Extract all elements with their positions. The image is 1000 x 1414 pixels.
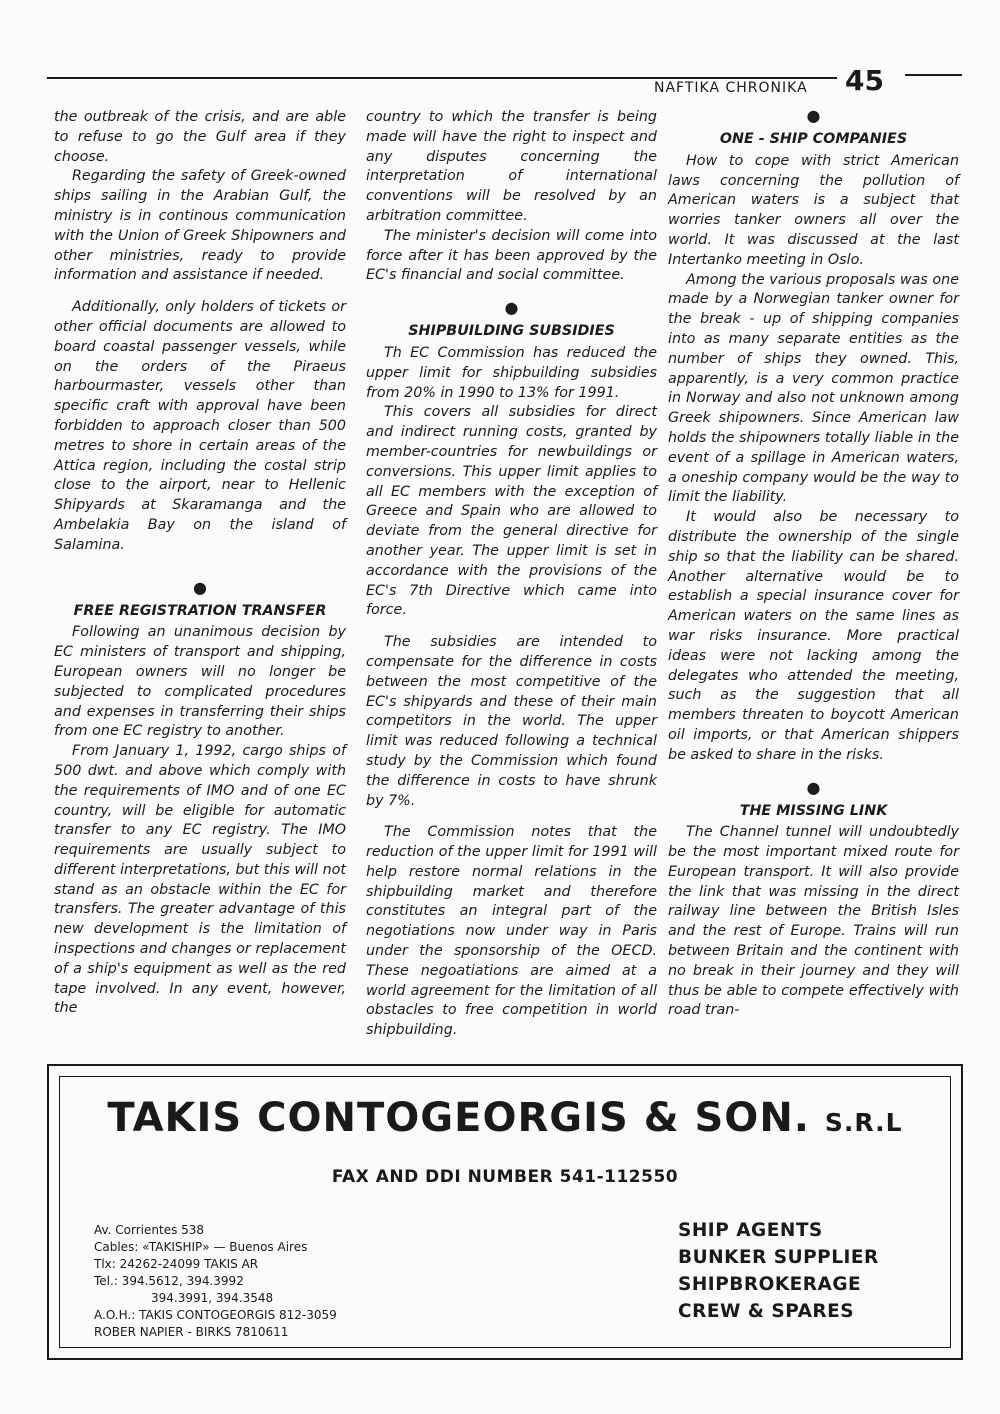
paragraph: How to cope with strict American laws concerning the pollution of American waters is a subject that worries tanker owners all over the world. It was discussed at the last Intertanko meeting in Oslo. [668, 152, 959, 268]
ad-company-name-text: TAKIS CONTOGEORGIS & SON. [107, 1095, 810, 1141]
ad-company-name [60, 1095, 950, 1141]
paragraph: From January 1, 1992, cargo ships of 500 dwt. and above which comply with the requirements of IMO and of one EC country, will be eligible for automatic transfer to any EC registry. The IMO requirements are usually subject to different interpretations, but this will not stand as an obstacle within the EC for transfers. The greater advantage of this new development is the limitation of inspections and changes or replacement of a ship's equipment as well as the red tape involved. In any event, however, the [54, 743, 346, 1017]
ad-fax-number: FAX AND DDI NUMBER 541-112550 [331, 1167, 679, 1187]
ad-address-line: 394.3991, 394.3548 [151, 1291, 274, 1305]
ad-service-item: SHIPBROKERAGE [678, 1274, 862, 1295]
paragraph: The minister's decision will come into force after it has been approved by the EC's financial and social committee. [366, 227, 657, 284]
paragraph: the outbreak of the crisis, and are able to refuse to go the Gulf area if they choose. [54, 109, 346, 165]
paragraph: country to which the transfer is being made will have the right to inspect and any disputes concerning the interpretation of international conventions will be resolved by an arbitration committee. [366, 109, 657, 224]
ad-service-item: CREW & SPARES [678, 1301, 855, 1322]
header-rule-left [47, 77, 837, 79]
ad-address-line: Tel.: 394.5612, 394.3992 [94, 1274, 244, 1288]
section-bullet: ● [193, 577, 207, 597]
ad-address-line: Av. Corrientes 538 [94, 1223, 205, 1237]
paragraph: Regarding the safety of Greek-owned ships sailing in the Arabian Gulf, the ministry is in continous communication with the Union of Greek Shipowners and other ministries, ready to provide information and assistance if needed. [54, 168, 346, 284]
advertisement-inner-frame [59, 1076, 951, 1348]
ad-service-item: BUNKER SUPPLIER [678, 1247, 879, 1268]
section-heading-missing-link: THE MISSING LINK [739, 802, 888, 819]
page-number: 45 [845, 64, 884, 97]
ad-address-line: Cables: «TAKISHIP» — Buenos Aires [94, 1240, 308, 1254]
paragraph: Th EC Commission has reduced the upper limit for shipbuilding subsidies from 20% in 1990 to 13% for 1991. [366, 344, 657, 401]
ad-company-suffix: S.R.L [824, 1108, 903, 1137]
column-3 [668, 108, 959, 1021]
section-bullet: ● [806, 777, 821, 797]
ad-address-block [94, 1222, 337, 1341]
section-heading-free-registration: FREE REGISTRATION TRANSFER [73, 602, 327, 619]
section-bullet: ● [504, 298, 519, 318]
column-2 [366, 108, 657, 1041]
ad-service-item: SHIP AGENTS [678, 1220, 823, 1241]
paragraph: The Channel tunnel will undoubtedly be the most important mixed route for European transport. It will also provide the link that was missing in the direct railway line between the British Isles and the rest of Europe. Trains will run between Britain and the continent with no break in their journey and they will thus be able to compete effectively with road tran- [668, 824, 959, 1019]
ad-address-line: A.O.H.: TAKIS CONTOGEORGIS 812-3059 [94, 1308, 337, 1322]
header-rule-right [905, 74, 962, 76]
paragraph: Following an unanimous decision by EC ministers of transport and shipping, European owners will no longer be subjected to complicated procedures and expenses in transferring their ships from one EC registry to another. [54, 624, 346, 740]
advertisement [47, 1064, 963, 1360]
section-heading-shipbuilding-subsidies: SHIPBUILDING SUBSIDIES [408, 323, 615, 340]
paragraph: The Commission notes that the reduction of the upper limit for 1991 will help restore normal relations in the shipbuilding market and therefore constitutes an integral part of the negotiations now under way in Paris under the sponsorship of the OECD. These negoatiations are aimed at a world agreement for the limitation of all obstacles to free competition in world shipbuilding. [366, 824, 657, 1039]
section-bullet: ● [806, 106, 821, 125]
ad-address-line: Tlx: 24262-24099 TAKIS AR [94, 1257, 259, 1271]
section-heading-one-ship-companies: ONE - SHIP COMPANIES [719, 131, 908, 147]
paragraph: The subsidies are intended to compensate for the difference in costs between the most competitive of the EC's shipyards and these of their main competitors in the world. The upper limit was reduced following a technical study by the Commission which found the difference in costs to have shrunk by 7%. [366, 634, 657, 809]
paragraph: Among the various proposals was one made by a Norwegian tanker owner for the break - up of shipping companies into as many separate entities as the number of ships they owned. This, apparently, is a very common practice in Norway and also not unknown among Greek shipowners. Since American law holds the shipowners totally liable in the event of a spillage in American waters, a oneship company would be the way to limit the liability. [668, 271, 959, 506]
column-1 [54, 108, 346, 1019]
ad-services-list [678, 1217, 879, 1325]
paragraph: Additionally, only holders of tickets or other official documents are allowed to board coastal passenger vessels, while on the orders of the Piraeus harbourmaster, vessels other than specific craft with approval have been forbidden to approach closer than 500 metres to shore in certain areas of the Attica region, including the costal strip close to the airport, near to Hellenic Shipyards at Skaramanga and the Ambelakia Bay on the island of Salamina. [54, 299, 346, 553]
publication-title: NAFTIKA CHRONIKA [654, 80, 808, 96]
ad-address-line: ROBER NAPIER - BIRKS 7810611 [94, 1325, 289, 1339]
paragraph: This covers all subsidies for direct and indirect running costs, granted by member-countries for newbuildings or conversions. This upper limit applies to all EC members with the exception of Greece and Spain who are allowed to deviate from the general directive for another year. The upper limit is set in accordance with the provisions of the EC's 7th Directive which came into force. [366, 404, 657, 619]
paragraph: It would also be necessary to distribute the ownership of the single ship so that the liability can be shared. Another alternative would be to establish a special insurance cover for American waters on the same lines as war risks insurance. More practical ideas were not lacking among the delegates who attended the meeting, such as the suggestion that all members threaten to boycott American oil imports, or that American shippers be asked to share in the risks. [668, 509, 959, 763]
